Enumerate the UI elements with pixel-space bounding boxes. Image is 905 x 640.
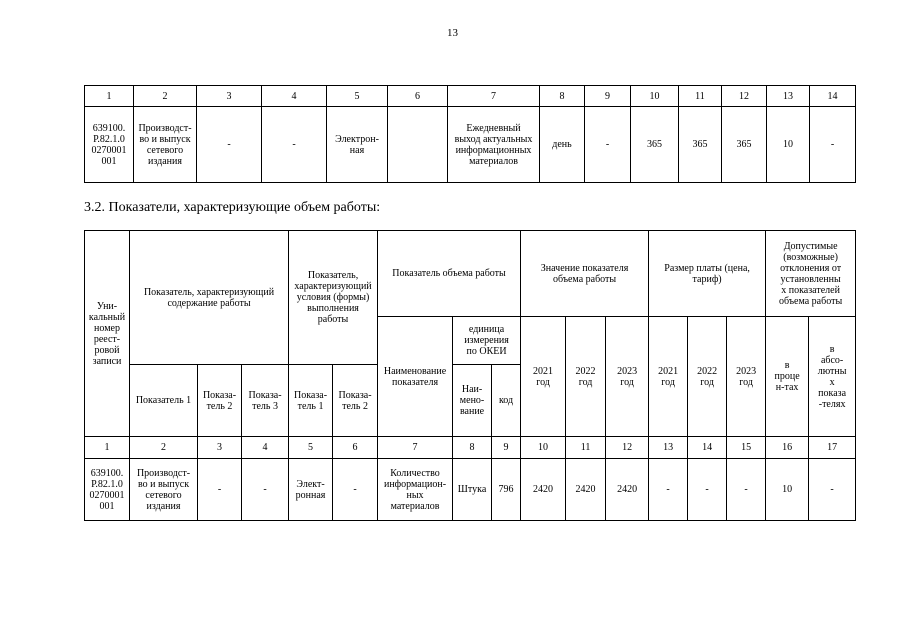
value-2023: 2420 [606, 459, 649, 521]
condition-indicator-2 [388, 107, 448, 183]
content-indicator-3: - [262, 107, 327, 183]
column-number: 2 [134, 86, 197, 107]
column-number: 12 [722, 86, 767, 107]
column-number: 15 [727, 437, 766, 459]
registry-number: 639100. Р.82.1.0 0270001 001 [85, 459, 130, 521]
column-number: 6 [333, 437, 378, 459]
value-2022: 365 [679, 107, 722, 183]
column-number: 5 [289, 437, 333, 459]
column-number: 1 [85, 437, 130, 459]
header-content-indicator-2: Показа- тель 2 [198, 365, 242, 437]
column-number: 3 [198, 437, 242, 459]
condition-indicator-1: Элект- ронная [289, 459, 333, 521]
column-number: 8 [540, 86, 585, 107]
header-volume-indicator: Показатель объема работы [378, 231, 521, 317]
header-content-indicator-3: Показа- тель 3 [242, 365, 289, 437]
column-number: 9 [492, 437, 521, 459]
value-2023: 365 [722, 107, 767, 183]
work-volume-table [84, 230, 856, 521]
header-condition-indicator-2: Показа- тель 2 [333, 365, 378, 437]
page-number: 13 [447, 27, 458, 39]
fee-2023: - [727, 459, 766, 521]
column-number: 14 [810, 86, 856, 107]
volume-indicator-name: Количество информацион- ных материалов [378, 459, 453, 521]
column-number: 10 [521, 437, 566, 459]
value-2022: 2420 [566, 459, 606, 521]
column-number: 12 [606, 437, 649, 459]
header-value-2022: 2022 год [566, 317, 606, 437]
header-deviation-absolute: в абсо- лютны х показа -телях [809, 317, 856, 437]
column-number: 8 [453, 437, 492, 459]
column-number: 13 [767, 86, 810, 107]
column-number: 11 [679, 86, 722, 107]
registry-number: 639100. Р.82.1.0 0270001 001 [85, 107, 134, 183]
unit-code: 796 [492, 459, 521, 521]
column-number: 11 [566, 437, 606, 459]
fee-2022: - [688, 459, 727, 521]
header-fee-2023: 2023 год [727, 317, 766, 437]
header-unit-name: Наи- мено- вание [453, 365, 492, 437]
header-unit: единица измерения по ОКЕИ [453, 317, 521, 365]
work-content-table [84, 85, 856, 183]
header-unique-number: Уни- кальный номер реест- ровой записи [85, 231, 130, 437]
column-number: 3 [197, 86, 262, 107]
column-number: 4 [242, 437, 289, 459]
column-number: 4 [262, 86, 327, 107]
section-title: 3.2. Показатели, характеризующие объем работы: [84, 200, 381, 215]
column-number: 10 [631, 86, 679, 107]
deviation-absolute: - [810, 107, 856, 183]
header-content-indicators: Показатель, характеризующий содержание работы [130, 231, 289, 365]
unit-name: Штука [453, 459, 492, 521]
column-number: 6 [388, 86, 448, 107]
header-unit-code: код [492, 365, 521, 437]
column-number: 9 [585, 86, 631, 107]
header-indicator-value: Значение показателя объема работы [521, 231, 649, 317]
content-indicator-3: - [242, 459, 289, 521]
condition-indicator-1: Электрон- ная [327, 107, 388, 183]
condition-indicator-2: - [333, 459, 378, 521]
column-number: 17 [809, 437, 856, 459]
deviation-percent: 10 [767, 107, 810, 183]
column-number: 1 [85, 86, 134, 107]
column-number: 7 [378, 437, 453, 459]
column-number: 5 [327, 86, 388, 107]
header-value-2021: 2021 год [521, 317, 566, 437]
column-number: 16 [766, 437, 809, 459]
column-number: 2 [130, 437, 198, 459]
unit-name: день [540, 107, 585, 183]
content-indicator-2: - [198, 459, 242, 521]
quality-indicator-name: Ежедневный выход актуальных информационных материалов [448, 107, 540, 183]
header-condition-indicators: Показатель, характеризующий условия (формы) выполнения работы [289, 231, 378, 365]
header-fee-2022: 2022 год [688, 317, 727, 437]
header-fee-2021: 2021 год [649, 317, 688, 437]
deviation-absolute: - [809, 459, 856, 521]
content-indicator-1: Производст- во и выпуск сетевого издания [134, 107, 197, 183]
value-2021: 2420 [521, 459, 566, 521]
value-2021: 365 [631, 107, 679, 183]
header-fee: Размер платы (цена, тариф) [649, 231, 766, 317]
header-condition-indicator-1: Показа- тель 1 [289, 365, 333, 437]
column-number: 14 [688, 437, 727, 459]
header-content-indicator-1: Показатель 1 [130, 365, 198, 437]
deviation-percent: 10 [766, 459, 809, 521]
header-deviation-percent: в проце н-тах [766, 317, 809, 437]
content-indicator-2: - [197, 107, 262, 183]
column-number: 7 [448, 86, 540, 107]
header-indicator-name: Наименование показателя [378, 317, 453, 437]
fee-2021: - [649, 459, 688, 521]
column-number: 13 [649, 437, 688, 459]
unit-code: - [585, 107, 631, 183]
header-value-2023: 2023 год [606, 317, 649, 437]
content-indicator-1: Производст- во и выпуск сетевого издания [130, 459, 198, 521]
header-deviation: Допустимые (возможные) отклонения от установленны х показателей объема работы [766, 231, 856, 317]
